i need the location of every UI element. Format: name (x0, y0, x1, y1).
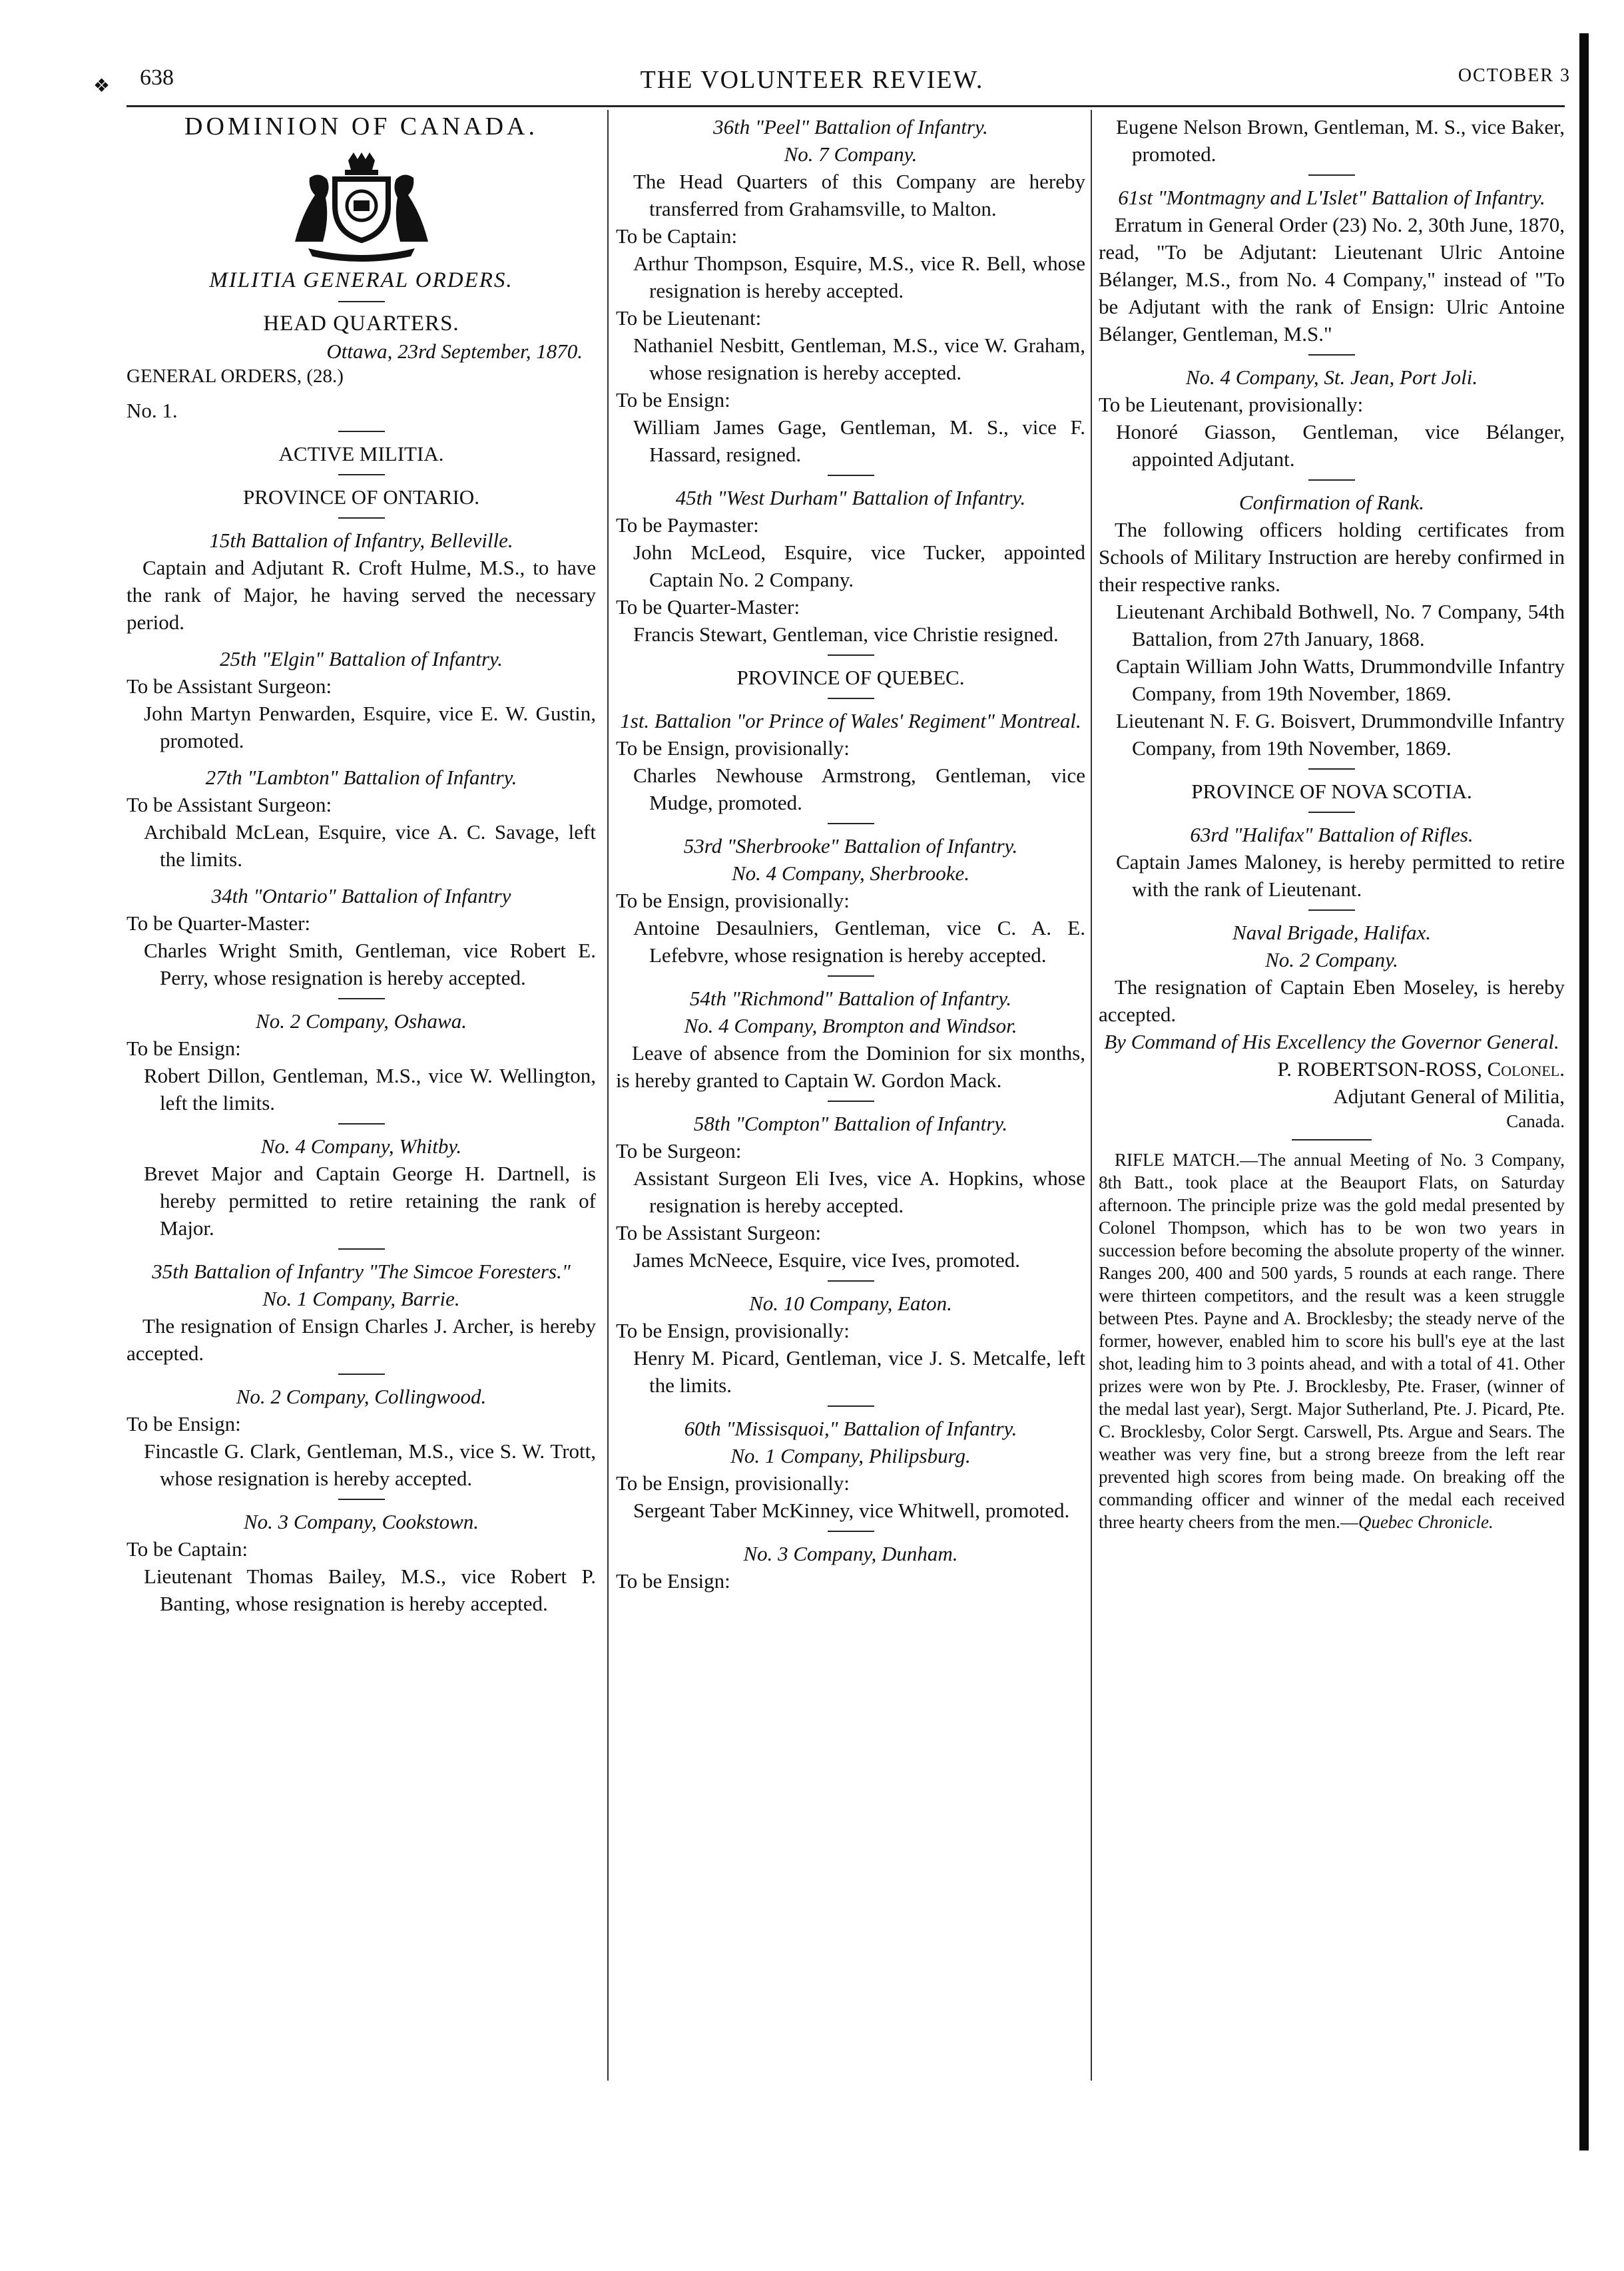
royal-crest-icon (282, 148, 441, 262)
command-line: By Command of His Excellency the Governor General. (1104, 1030, 1559, 1053)
province-heading: PROVINCE OF ONTARIO. (243, 485, 479, 509)
publication-title: THE VOLUNTEER REVIEW. (640, 66, 984, 94)
section-heading: Naval Brigade, Halifax. (1232, 921, 1431, 944)
appointment-label: To be Paymaster: (616, 513, 759, 537)
page-number: 638 (140, 65, 174, 90)
appointment-label: To be Ensign: (127, 1412, 241, 1435)
section-heading: No. 4 Company, Whitby. (260, 1135, 462, 1158)
rifle-match-article (1099, 1148, 1565, 1533)
appointment-label: To be Surgeon: (616, 1139, 742, 1162)
appointment-label: To be Ensign, provisionally: (616, 1471, 850, 1495)
section-heading: Confirmation of Rank. (1238, 491, 1425, 514)
section-heading: 58th "Compton" Battalion of Infantry. (693, 1112, 1008, 1135)
section-heading: No. 10 Company, Eaton. (749, 1292, 952, 1315)
section-heading: No. 3 Company, Dunham. (743, 1542, 958, 1565)
order-text: Sergeant Taber McKinney, vice Whitwell, promoted. (633, 1499, 1070, 1522)
issue-month: OCTOBER 3 (1458, 65, 1571, 86)
subsection-heading: No. 4 Company, Brompton and Windsor. (684, 1014, 1017, 1037)
article-lead: RIFLE MATCH. (1115, 1150, 1240, 1170)
province-heading: PROVINCE OF NOVA SCOTIA. (1191, 780, 1472, 803)
order-text: Nathaniel Nesbitt, Gentleman, M.S., vice W. Graham, whose resignation is hereby accepted. (633, 334, 1085, 384)
section-heading: No. 2 Company, Collingwood. (236, 1385, 487, 1408)
order-number: No. 1. (127, 399, 178, 422)
order-text: Eugene Nelson Brown, Gentleman, M. S., vice Baker, promoted. (1116, 115, 1565, 166)
order-text: The Head Quarters of this Company are hereby transferred from Grahamsville, to Malton. (633, 170, 1085, 220)
subsection-heading: No. 2 Company. (1265, 948, 1398, 971)
appointment-label: To be Quarter-Master: (127, 911, 311, 935)
dateline: Ottawa, 23rd September, 1870. (326, 340, 583, 363)
order-text: Lieutenant Thomas Bailey, M.S., vice Robert P. Banting, whose resignation is hereby accepted. (144, 1565, 596, 1615)
appointment-label: To be Ensign: (616, 1569, 730, 1593)
signature-title: Adjutant General of Militia, (1333, 1085, 1565, 1108)
list-item: Captain William John Watts, Drummondville Infantry Company, from 19th November, 1869. (1116, 654, 1565, 705)
appointment-label: To be Ensign, provisionally: (616, 1319, 850, 1342)
appointment-label: To be Lieutenant: (616, 306, 762, 330)
running-header (0, 65, 1624, 105)
section-heading: 34th "Ontario" Battalion of Infantry (211, 884, 511, 907)
order-text: Leave of absence from the Dominion for six months, is hereby granted to Captain W. Gordon Mack. (616, 1041, 1085, 1092)
order-text: John Martyn Penwarden, Esquire, vice E. W. Gustin, promoted. (144, 702, 596, 752)
column-1 (127, 113, 596, 2078)
subsection-heading: No. 1 Company, Barrie. (262, 1287, 460, 1310)
signature-place: Canada. (1506, 1111, 1565, 1131)
subsection-heading: No. 1 Company, Philipsburg. (730, 1444, 971, 1467)
subsection-heading: No. 7 Company. (784, 142, 918, 166)
column-divider (1091, 110, 1092, 2081)
order-text: The following officers holding certificates from Schools of Military Instruction are hereby confirmed in their respective ranks. (1099, 518, 1565, 596)
section-heading: 15th Battalion of Infantry, Belleville. (209, 529, 513, 552)
article-body: —The annual Meeting of No. 3 Company, 8th Batt., took place at the Beauport Flats, on Saturday afternoon. The principle prize was the gold medal presented by Colonel Thompson, which has to be won two years in succession before becoming the absolute property of the winner. Ranges 200, 400 and 500 yards, 5 rounds at each range. There were thirteen competitors, and the result was a keen struggle between Ptes. Payne and A. Brocklesby; the steady nerve of the former, however, enabled him to score his bull's eye at the last shot, leading him to 3 points ahead, and with a total of 41. Other prizes were won by Pte. J. Brocklesby, Pte. Fraser, (winner of the medal last year), Sergt. Major Sutherland, Pte. J. Picard, Pte. C. Brocklesby, Color Sergt. Carswell, Pts. Argue and Sears. The weather was very fine, but a strong breeze from the left rear prevented high scores from being made. On breaking off the commanding officer and winner of the medal each received three hearty cheers from the men.— (1099, 1150, 1565, 1532)
section-heading: 1st. Battalion "or Prince of Wales' Regiment" Montreal. (620, 709, 1081, 732)
general-orders: GENERAL ORDERS, (28.) (127, 366, 344, 387)
province-heading: PROVINCE OF QUEBEC. (736, 666, 965, 689)
order-text: Brevet Major and Captain George H. Dartnell, is hereby permitted to retire retaining the rank of Major. (144, 1162, 596, 1240)
order-text: James McNeece, Esquire, vice Ives, promoted. (633, 1248, 1021, 1272)
section-heading: 25th "Elgin" Battalion of Infantry. (220, 647, 503, 670)
section-heading: No. 4 Company, St. Jean, Port Joli. (1185, 366, 1478, 389)
appointment-label: To be Quarter-Master: (616, 595, 800, 619)
appointment-label: To be Ensign: (616, 388, 730, 411)
order-text: The resignation of Ensign Charles J. Archer, is hereby accepted. (127, 1314, 596, 1365)
active-militia: ACTIVE MILITIA. (278, 442, 444, 465)
column-3 (1099, 113, 1565, 2078)
order-text: Archibald McLean, Esquire, vice A. C. Savage, left the limits. (144, 820, 596, 871)
order-text: Robert Dillon, Gentleman, M.S., vice W. Wellington, left the limits. (144, 1064, 596, 1115)
order-text: Antoine Desaulniers, Gentleman, vice C. A. E. Lefebvre, whose resignation is hereby accepted. (633, 916, 1085, 967)
order-text: Arthur Thompson, Esquire, M.S., vice R. Bell, whose resignation is hereby accepted. (633, 252, 1085, 302)
bullet-icon: ❖ (93, 76, 111, 97)
order-text: Assistant Surgeon Eli Ives, vice A. Hopkins, whose resignation is hereby accepted. (633, 1166, 1085, 1217)
page-edge-bar (1579, 33, 1589, 2150)
erratum-text: Erratum in General Order (23) No. 2, 30th June, 1870, read, "To be Adjutant: Lieutenant Ulric Antoine Bélanger, M.S., from No. 4 Company," instead of "To be Adjutant with the rank of Ensign: Ulric Antoine Bélanger, Gentleman, M.S." (1099, 213, 1565, 346)
appointment-label: To be Captain: (127, 1537, 248, 1561)
header-rule (127, 105, 1565, 107)
order-text: Captain James Maloney, is hereby permitted to retire with the rank of Lieutenant. (1116, 850, 1565, 901)
list-item: Lieutenant Archibald Bothwell, No. 7 Company, 54th Battalion, from 27th January, 1868. (1116, 600, 1565, 650)
order-text: Francis Stewart, Gentleman, vice Christie resigned. (633, 623, 1059, 646)
order-text: Henry M. Picard, Gentleman, vice J. S. Metcalfe, left the limits. (633, 1346, 1085, 1397)
section-heading: 53rd "Sherbrooke" Battalion of Infantry. (683, 834, 1018, 858)
section-heading: 35th Battalion of Infantry "The Simcoe Foresters." (152, 1260, 571, 1283)
appointment-label: To be Assistant Surgeon: (127, 793, 332, 816)
appointment-label: To be Assistant Surgeon: (127, 674, 332, 698)
appointment-label: To be Assistant Surgeon: (616, 1221, 822, 1244)
section-heading: 63rd "Halifax" Battalion of Rifles. (1190, 823, 1474, 846)
appointment-label: To be Lieutenant, provisionally: (1099, 393, 1364, 416)
section-heading: 54th "Richmond" Battalion of Infantry. (689, 987, 1012, 1010)
section-heading: No. 2 Company, Oshawa. (256, 1009, 467, 1033)
head-quarters: HEAD QUARTERS. (263, 312, 459, 336)
order-text: Charles Newhouse Armstrong, Gentleman, vice Mudge, promoted. (633, 764, 1085, 814)
signature-name: P. ROBERTSON-ROSS, Colonel. (1277, 1057, 1565, 1081)
column-divider (607, 110, 609, 2081)
order-text: William James Gage, Gentleman, M. S., vice F. Hassard, resigned. (633, 415, 1085, 466)
order-text: Honoré Giasson, Gentleman, vice Bélanger, appointed Adjutant. (1116, 420, 1565, 471)
section-heading: No. 3 Company, Cookstown. (243, 1510, 479, 1533)
order-text: Captain and Adjutant R. Croft Hulme, M.S., to have the rank of Major, he having served the necessary period. (127, 556, 596, 634)
order-text: The resignation of Captain Eben Moseley, is hereby accepted. (1099, 975, 1565, 1026)
article-source: Quebec Chronicle. (1358, 1512, 1493, 1532)
order-text: John McLeod, Esquire, vice Tucker, appointed Captain No. 2 Company. (633, 541, 1085, 591)
appointment-label: To be Ensign, provisionally: (616, 736, 850, 760)
appointment-label: To be Captain: (616, 224, 738, 248)
dominion-banner: DOMINION OF CANADA. (184, 113, 538, 140)
subsection-heading: No. 4 Company, Sherbrooke. (731, 862, 970, 885)
order-text: Charles Wright Smith, Gentleman, vice Robert E. Perry, whose resignation is hereby accepted. (144, 939, 596, 989)
militia-orders-title: MILITIA GENERAL ORDERS. (209, 268, 513, 292)
section-heading: 45th "West Durham" Battalion of Infantry. (675, 486, 1026, 509)
section-heading: 36th "Peel" Battalion of Infantry. (713, 115, 988, 138)
column-2 (616, 113, 1085, 2078)
order-text: Fincastle G. Clark, Gentleman, M.S., vice S. W. Trott, whose resignation is hereby accepted. (144, 1439, 596, 1490)
section-heading: 27th "Lambton" Battalion of Infantry. (205, 766, 517, 789)
section-heading: 60th "Missisquoi," Battalion of Infantry. (684, 1417, 1017, 1440)
list-item: Lieutenant N. F. G. Boisvert, Drummondville Infantry Company, from 19th November, 1869. (1116, 709, 1565, 760)
appointment-label: To be Ensign, provisionally: (616, 889, 850, 912)
section-heading: 61st "Montmagny and L'Islet" Battalion of Infantry. (1118, 186, 1545, 209)
appointment-label: To be Ensign: (127, 1037, 241, 1060)
